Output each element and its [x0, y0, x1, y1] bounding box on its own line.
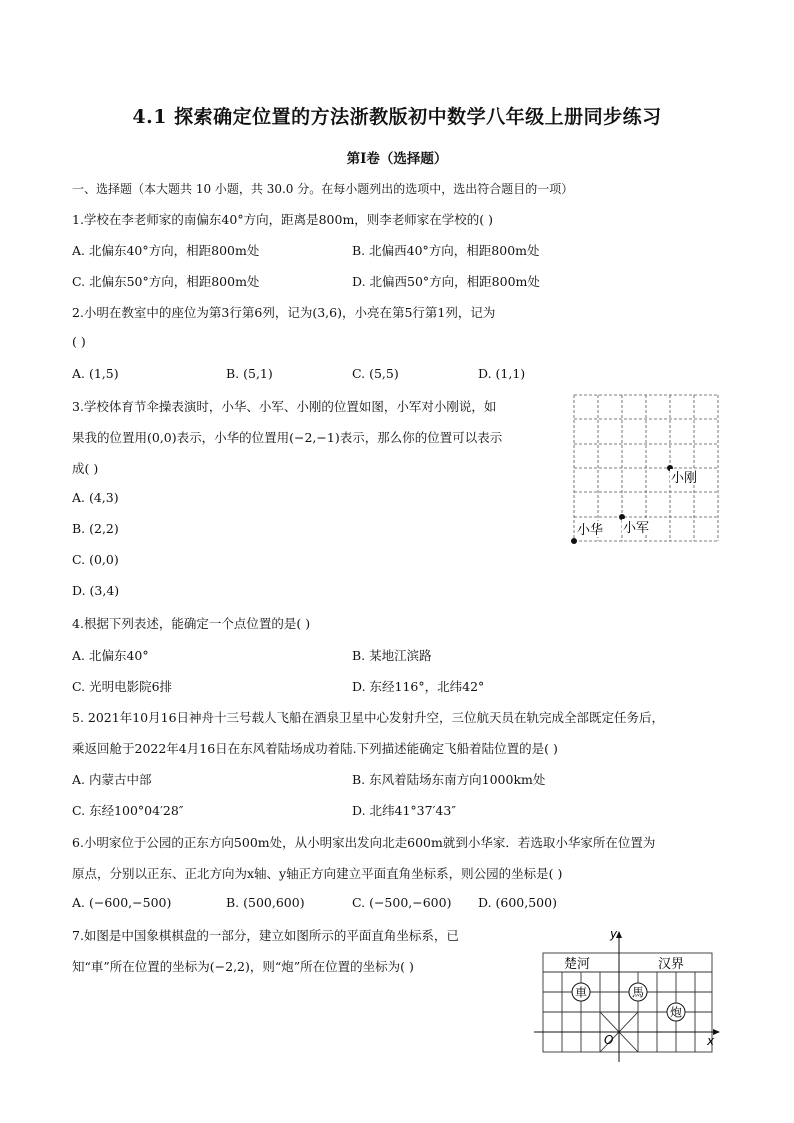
question-5-stem-line2: 乘返回舱于2022年4月16日在东风着陆场成功着陆.下列描述能确定飞船着陆位置的是( )	[72, 741, 558, 756]
q4-option-a: A. 北偏东40°	[72, 648, 149, 663]
xiaogang-label: 小刚	[671, 471, 698, 486]
q1-option-b: B. 北偏西40°方向，相距800m处	[352, 243, 540, 258]
question-2-stem-line2: ( )	[72, 334, 86, 349]
q3-option-c: C. (0,0)	[72, 552, 119, 567]
x-axis-label: x	[707, 1034, 715, 1048]
q4-option-b: B. 某地江滨路	[352, 648, 432, 663]
q4-option-d: D. 东经116°，北纬42°	[352, 679, 485, 694]
question-5-stem: 5. 2021年10月16日神舟十三号载人飞船在酒泉卫星中心发射升空，三位航天员在轨完成全部既定任务后，	[72, 710, 665, 725]
q1-option-a: A. 北偏东40°方向，相距800m处	[72, 243, 260, 258]
formation-grid-figure	[566, 390, 726, 550]
q5-option-b: B. 东风着陆场东南方向1000km处	[352, 772, 546, 787]
q2-option-b: B. (5,1)	[226, 366, 273, 381]
q2-option-d: D. (1,1)	[478, 366, 526, 381]
cannon-piece-label: 炮	[670, 1005, 683, 1020]
chess-board-figure	[530, 922, 730, 1068]
q3-option-b: B. (2,2)	[72, 521, 119, 536]
q3-option-a: A. (4,3)	[72, 490, 119, 505]
q2-option-c: C. (5,5)	[352, 366, 399, 381]
question-1-stem: 1.学校在李老师家的南偏东40°方向，距离是800m，则李老师家在学校的( )	[72, 212, 494, 227]
q2-option-a: A. (1,5)	[72, 366, 119, 381]
q5-option-a: A. 内蒙古中部	[72, 772, 152, 787]
question-6-stem-line2: 原点，分别以正东、正北方向为x轴、y轴正方向建立平面直角坐标系，则公园的坐标是( )	[72, 866, 563, 881]
origin-label: O	[604, 1033, 614, 1047]
q6-option-c: C. (−500,−600)	[352, 895, 452, 910]
question-4-stem: 4.根据下列表述，能确定一个点位置的是( )	[72, 616, 311, 631]
q3-option-d: D. (3,4)	[72, 583, 120, 598]
river-right-label: 汉界	[658, 957, 685, 972]
q1-option-d: D. 北偏西50°方向，相距800m处	[352, 274, 540, 289]
page-title: 4.1 探索确定位置的方法浙教版初中数学八年级上册同步练习	[132, 106, 662, 128]
q4-option-c: C. 光明电影院6排	[72, 679, 173, 694]
question-3-stem-line3: 成( )	[72, 461, 99, 476]
section-heading: 一、选择题（本大题共 10 小题，共 30.0 分。在每小题列出的选项中，选出符合题目的一项）	[72, 182, 574, 196]
question-3-stem: 3.学校体育节伞操表演时，小华、小军、小刚的位置如图，小军对小刚说，如	[72, 399, 497, 414]
chariot-piece-label: 車	[575, 985, 588, 1000]
q6-option-d: D. (600,500)	[478, 895, 557, 910]
xiaohua-point	[571, 538, 577, 544]
question-3-stem-line2: 果我的位置用(0,0)表示，小华的位置用(−2,−1)表示，那么你的位置可以表示	[72, 430, 503, 445]
question-7-stem-line2: 知“車”所在位置的坐标为(−2,2)，则“炮”所在位置的坐标为( )	[72, 959, 414, 974]
q5-option-c: C. 东经100°04′28″	[72, 803, 184, 818]
xiaohua-label: 小华	[577, 523, 604, 538]
question-6-stem: 6.小明家位于公园的正东方向500m处，从小明家出发向北走600m就到小华家．若选取小华家所在位置为	[72, 835, 656, 850]
y-axis-label: y	[610, 927, 618, 941]
question-2-stem: 2.小明在教室中的座位为第3行第6列，记为(3,6)，小亮在第5行第1列，记为	[72, 305, 496, 320]
q1-option-c: C. 北偏东50°方向，相距800m处	[72, 274, 260, 289]
xiaojun-label: 小军	[623, 521, 650, 536]
q6-option-b: B. (500,600)	[226, 895, 305, 910]
q5-option-d: D. 北纬41°37′43″	[352, 803, 456, 818]
q6-option-a: A. (−600,−500)	[72, 895, 172, 910]
question-7-stem: 7.如图是中国象棋棋盘的一部分，建立如图所示的平面直角坐标系，已	[72, 928, 459, 943]
river-left-label: 楚河	[564, 957, 591, 972]
horse-piece-label: 馬	[632, 985, 645, 1000]
volume-subtitle: 第I卷（选择题）	[346, 151, 448, 167]
